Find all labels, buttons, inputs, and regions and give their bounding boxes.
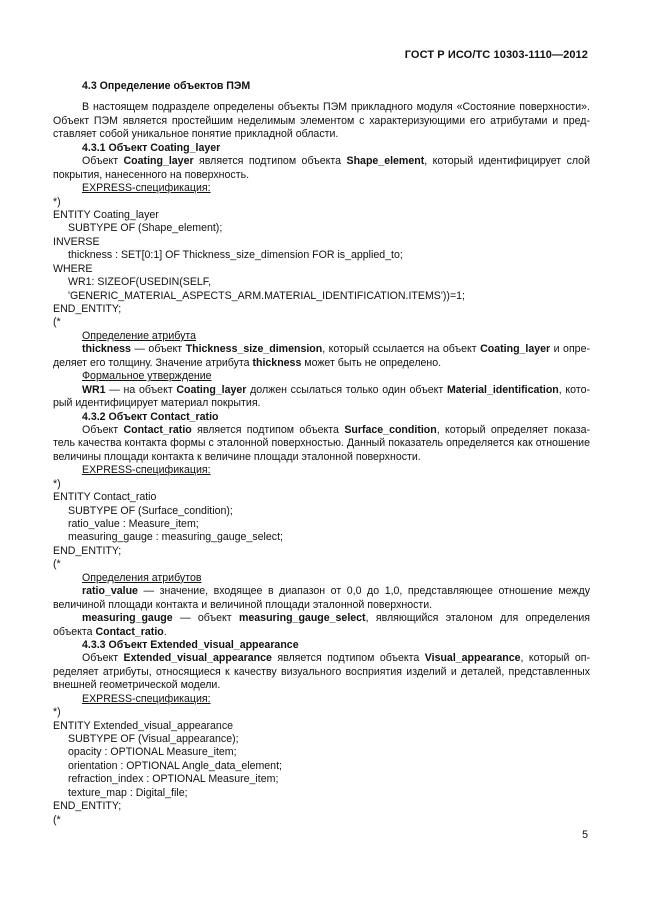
subsection-heading-4-3-1: 4.3.1 Объект Coating_layer [82,141,221,154]
code-line: END_ENTITY; [53,544,122,557]
s433-express-label: EXPRESS-спецификация: [82,692,211,705]
code-line: ratio_value : Measure_item; [68,518,199,530]
code-line: (* [53,558,61,571]
code-line: orientation : OPTIONAL Angle_data_element; [68,759,282,772]
s431-rule-label: Формальное утверждение [82,370,212,383]
code-line: SUBTYPE OF (Visual_appearance); [68,733,239,745]
code-line: END_ENTITY; [53,303,122,315]
code-line: ENTITY Contact_ratio [53,491,157,504]
code-line: *) [53,195,61,208]
code-line: INVERSE [53,235,100,248]
s432-attr-line-3: measuring_gauge — объект measuring_gauge_select, являющийся эталоном для определения [82,612,590,625]
s432-desc-line-2: тель качества контакта формы с эталонной поверхностью. Данный показатель определяется как отношение [53,437,590,450]
s433-desc-line-1: Объект Extended_visual_appearance является подтипом объекта Visual_appearance, который оп- [82,652,590,665]
section-heading: 4.3 Определение объектов ПЭМ [82,80,251,92]
s431-rule-line-2: рый идентифицирует материал покрытия. [53,397,261,410]
intro-line-2: Объект ПЭМ является простейшим неделимым элементом с характеризующими его атрибутами и пред- [53,114,590,127]
s431-attr-line-2: деляет его толщину. Значение атрибута thickness может быть не определено. [53,356,442,369]
code-line: ENTITY Extended_visual_appearance [53,719,234,732]
s433-desc-line-2: ределяет атрибуты, относящиеся к качеству визуального восприятия изделий и деталей, представленных [53,665,590,678]
subsection-heading-4-3-3: 4.3.3 Объект Extended_visual_appearance [82,638,299,651]
s432-desc-line-1: Объект Contact_ratio является подтипом объекта Surface_condition, который определяет показа- [82,423,590,436]
code-line: 'GENERIC_MATERIAL_ASPECTS_ARM.MATERIAL_IDENTIFICATION.ITEMS'))=1; [68,289,465,302]
code-line: (* [53,813,61,826]
s431-rule-line-1: WR1 — на объект Coating_layer должен ссылаться только один объект Material_identification, кото- [82,383,590,396]
s431-express-label: EXPRESS-спецификация: [82,182,211,195]
intro-line-1: В настоящем подразделе определены объекты ПЭМ прикладного модуля «Состояние поверхности». [82,101,590,114]
subsection-heading-4-3-2: 4.3.2 Объект Contact_ratio [82,410,219,423]
code-line: ENTITY Coating_layer [53,208,159,221]
intro-line-3: ставляет собой уникальное понятие прикладной области. [53,128,339,141]
page-content [53,80,590,827]
page-number: 5 [582,829,588,841]
code-line: refraction_index : OPTIONAL Measure_item; [68,773,279,786]
s431-desc-line-2: покрытия, нанесенного на поверхность. [53,168,250,181]
s431-desc-line-1: Объект Coating_layer является подтипом объекта Shape_element, который идентифицирует слой [82,155,590,168]
s433-desc-line-3: внешней геометрической модели. [53,679,221,692]
s432-attr-def-label: Определения атрибутов [82,571,202,584]
code-line: *) [53,706,61,719]
code-line: *) [53,477,61,490]
code-line: WR1: SIZEOF(USEDIN(SELF, [68,276,212,289]
code-line: opacity : OPTIONAL Measure_item; [68,746,237,759]
s431-attr-def-label: Определение атрибута [82,329,197,342]
s431-attr-line-1: thickness — объект Thickness_size_dimension, который ссылается на объект Coating_layer и опре- [82,343,590,356]
document-id-header: ГОСТ Р ИСО/ТС 10303-1110—2012 [404,49,588,61]
s432-desc-line-3: величины площади контакта к величине площади эталонной поверхности. [53,450,421,463]
code-line: texture_map : Digital_file; [68,786,188,799]
code-line: SUBTYPE OF (Surface_condition); [68,504,233,517]
code-line: SUBTYPE OF (Shape_element); [68,222,223,235]
code-line: WHERE [53,262,93,275]
code-line: measuring_gauge : measuring_gauge_select; [68,531,283,544]
code-line: END_ENTITY; [53,800,122,813]
code-line: thickness : SET[0:1] OF Thickness_size_dimension FOR is_applied_to; [68,249,403,262]
s432-express-label: EXPRESS-спецификация: [82,464,211,477]
code-line: (* [53,316,61,329]
s432-attr-line-1: ratio_value — значение, входящее в диапазон от 0,0 до 1,0, представляющее отношение между [82,585,590,598]
s432-attr-line-4: объекта Contact_ratio. [53,625,167,638]
s432-attr-line-2: величиной площади контакта и величиной площади эталонной поверхности. [53,598,433,611]
